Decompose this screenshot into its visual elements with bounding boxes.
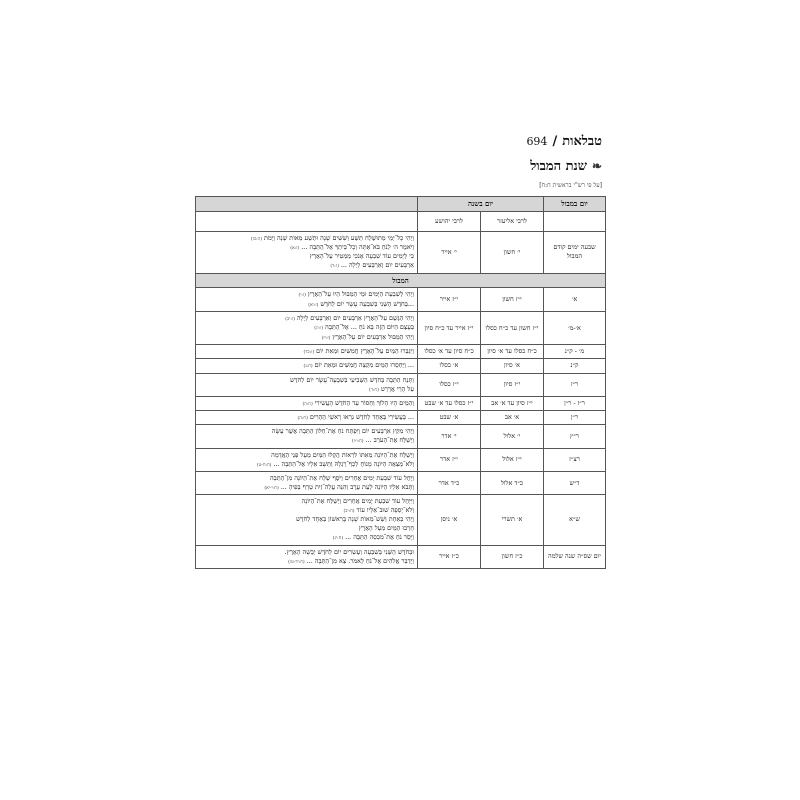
header-day-in-flood: יום במבול xyxy=(544,197,606,212)
verse-text: ... בָּעֲשִׂירִי בְּאֶחָד לַחֹדֶשׁ נִרְאוּ רָאשֵׁי הֶהָרִים xyxy=(309,413,414,422)
header-day-in-year: יום בשנה xyxy=(417,197,543,212)
verse-reference: (ז:א) xyxy=(290,246,300,252)
day-cell: שבעה ימים קודם המבול xyxy=(544,231,606,273)
flood-year-table xyxy=(195,196,606,569)
table-row xyxy=(196,288,606,312)
table-row xyxy=(196,495,606,546)
verse-cell xyxy=(196,448,418,471)
verse-text: וַיְהִי מִקֵּץ אַרְבָּעִים יוֹם וַיִּפְתַּח נֹחַ אֶת־חַלּוֹן הַתֵּבָה אֲשֶׁר עָשָׂה xyxy=(271,427,414,436)
verse-line xyxy=(199,474,414,483)
verse-text: וַיָּסַר נֹחַ אֶת־מִכְסֵה הַתֵּבָה ... xyxy=(345,533,414,542)
verse-cell xyxy=(196,411,418,425)
verse-text: וַיְשַׁלַּח אֶת־הַיּוֹנָה מֵאִתּוֹ לִרְאוֹת הֲקַלּוּ הַמַּיִם מֵעַל פְּנֵי הָאֲדָמָה xyxy=(271,450,414,459)
verse-line xyxy=(199,413,414,422)
verse-text: וַתָּבֹא אֵלָיו הַיּוֹנָה לְעֵת עֶרֶב וְהִנֵּה עֲלֵה־זַיִת טָרָף בְּפִיהָ ... xyxy=(280,482,414,491)
yehoshua-date-cell: כ״ח סיון עד א׳ כסלו xyxy=(417,344,480,358)
eliezer-date-cell: כ״ז חשון xyxy=(481,545,544,568)
verse-reference: (ה:כז) xyxy=(250,236,262,242)
verse-reference: (ח:ה) xyxy=(302,401,313,407)
eliezer-date-cell: א׳ סיון xyxy=(481,359,544,373)
verse-reference: (ח:י-יא) xyxy=(264,485,279,491)
verse-text: וַיְהִי הַמַּבּוּל אַרְבָּעִים יוֹם עַל־הָאָרֶץ xyxy=(332,332,414,341)
verse-text: חָרְבוּ הַמַּיִם מֵעַל הָאָרֶץ xyxy=(358,524,414,533)
day-cell: א׳-מ׳ xyxy=(544,312,606,345)
fleuron-icon: ❧ xyxy=(591,159,602,173)
verse-line xyxy=(199,234,414,243)
verse-reference: (ז:יז) xyxy=(321,335,331,341)
subheader-blank-verse xyxy=(196,211,418,231)
verse-cell xyxy=(196,231,418,273)
verse-text: וַיְדַבֵּר אֱלֹהִים אֶל־נֹחַ לֵאמֹר. צֵא מִן־הַתֵּבָה ... xyxy=(306,556,414,565)
divider-label: המבול xyxy=(196,273,606,288)
verse-line xyxy=(199,385,414,394)
verse-text: כִּי לְיָמִים עוֹד שִׁבְעָה אָנֹכִי מַמְטִיר עַל־הָאָרֶץ xyxy=(309,252,414,261)
verse-line xyxy=(199,290,414,299)
subheader-rabbi-eliezer: לרבי אליעזר xyxy=(481,211,544,231)
verse-reference: (ז:יב) xyxy=(285,317,295,323)
day-cell: א׳ xyxy=(544,288,606,312)
chapter-title: טבלאות xyxy=(562,134,602,149)
header-separator: / xyxy=(552,134,558,149)
verse-reference: (ח:יג) xyxy=(332,536,344,542)
verse-text: וַתָּנַח הַתֵּבָה בַּחֹדֶשׁ הַשְּׁבִיעִי בְּשִׁבְעָה־עָשָׂר יוֹם לַחֹדֶשׁ xyxy=(289,375,414,384)
yehoshua-date-cell: א׳ כסלו xyxy=(417,359,480,373)
verse-line xyxy=(199,557,414,566)
day-cell: ר״ז - ר״ן xyxy=(544,396,606,410)
table-row xyxy=(196,471,606,494)
verse-reference: (ח:יד-טז) xyxy=(288,559,305,565)
verse-reference: (ז:יג) xyxy=(314,326,324,332)
table-row xyxy=(196,411,606,425)
verse-text: וַיִּגְבְּרוּ הַמַּיִם עַל־הָאָרֶץ חֲמִשִּׁים וּמְאַת יוֹם xyxy=(316,346,414,355)
subheader-blank xyxy=(544,211,606,231)
verse-line xyxy=(199,436,414,445)
yehoshua-date-cell: י׳ אדר xyxy=(417,425,480,448)
verse-text: וַיָּחֶל עוֹד שִׁבְעַת יָמִים אֲחֵרִים וַיֹּסֶף שַׁלַּח אֶת־הַיּוֹנָה מִן־הַתֵּבָה xyxy=(269,473,414,482)
verse-reference: (ח:ד) xyxy=(368,387,379,393)
verse-line xyxy=(199,333,414,342)
verse-text: וְהַמַּיִם הָיוּ הָלוֹךְ וְחָסוֹר עַד הַחֹדֶשׁ הָעֲשִׂירִי xyxy=(314,398,414,407)
eliezer-date-cell: י״ז חשון xyxy=(481,288,544,312)
yehoshua-date-cell: א׳ שבט xyxy=(417,411,480,425)
verse-text: וַיְהִי הַגֶּשֶׁם עַל־הָאָרֶץ אַרְבָּעִים יוֹם וְאַרְבָּעִים לָיְלָה xyxy=(296,314,414,323)
table-row xyxy=(196,312,606,345)
yehoshua-date-cell: כ״ד אדר xyxy=(417,471,480,494)
yehoshua-date-cell: י״ז אייר עד כ״ח סיון xyxy=(417,312,480,345)
verse-line xyxy=(199,261,414,270)
verse-cell xyxy=(196,396,418,410)
verse-line xyxy=(199,533,414,542)
day-cell: מ׳ - ק״נ xyxy=(544,344,606,358)
day-cell: ר״ז xyxy=(544,373,606,396)
eliezer-date-cell: א׳ אב xyxy=(481,411,544,425)
divider-row xyxy=(196,273,606,288)
verse-cell xyxy=(196,288,418,312)
verse-text: וַיְהִי לְשִׁבְעַת הַיָּמִים וּמֵי הַמַּבּוּל הָיוּ עַל־הָאָרֶץ xyxy=(307,290,414,299)
day-cell: ר״ץ xyxy=(544,425,606,448)
verse-line xyxy=(199,451,414,460)
yehoshua-date-cell: י׳ אייר xyxy=(417,231,480,273)
verse-text: ...בַּחֹדֶשׁ הַשֵּׁנִי בְּשִׁבְעָה עָשָׂר יוֹם לַחֹדֶשׁ xyxy=(320,299,414,308)
table-row xyxy=(196,396,606,410)
verse-reference: (ז:ד) xyxy=(330,264,339,270)
yehoshua-date-cell: א׳ ניסן xyxy=(417,495,480,546)
verse-line xyxy=(199,497,414,506)
eliezer-date-cell: י״ז סיון עד א׳ אב xyxy=(481,396,544,410)
yehoshua-date-cell: כ״ז אייר xyxy=(417,545,480,568)
verse-line xyxy=(199,314,414,323)
eliezer-date-cell: י׳ אלול xyxy=(481,425,544,448)
day-cell: ד״ש xyxy=(544,471,606,494)
verse-line xyxy=(199,524,414,533)
verse-cell xyxy=(196,359,418,373)
verse-line xyxy=(199,323,414,332)
section-heading xyxy=(530,158,602,174)
verse-line xyxy=(199,300,414,309)
verse-line xyxy=(199,399,414,408)
verse-line xyxy=(199,483,414,492)
verse-line xyxy=(199,252,414,261)
verse-cell xyxy=(196,344,418,358)
verse-line xyxy=(199,548,414,557)
verse-text: וַיְהִי בְּאַחַת וְשֵׁשׁ־מֵאוֹת שָׁנָה בָּרִאשׁוֹן בְּאֶחָד לַחֹדֶשׁ xyxy=(295,515,414,524)
verse-text: וַיֹּאמֶר ה׳ לְנֹחַ בֹּא־אַתָּה וְכָל־בֵּיתְךָ אֶל־הַתֵּבָה ... xyxy=(301,243,414,252)
section-title: שנת המבול xyxy=(530,159,587,174)
verse-cell xyxy=(196,425,418,448)
eliezer-date-cell: י״ז אלול xyxy=(481,448,544,471)
table-row xyxy=(196,373,606,396)
verse-text: אַרְבָּעִים יוֹם וְאַרְבָּעִים לָיְלָה ... xyxy=(340,261,414,270)
eliezer-date-cell: י״ז סיון xyxy=(481,373,544,396)
yehoshua-date-cell: י״ז כסלו xyxy=(417,373,480,396)
eliezer-date-cell: כ״ח כסלו עד א׳ סיון xyxy=(481,344,544,358)
header-blank xyxy=(196,197,418,212)
page-number: 694 xyxy=(526,135,548,148)
verse-text: וַיִּיָּחֶל עוֹד שִׁבְעַת יָמִים אֲחֵרִים וַיְשַׁלַּח אֶת־הַיּוֹנָה xyxy=(301,497,414,506)
verse-cell xyxy=(196,312,418,345)
verse-text: וְלֹא־מָצְאָה הַיּוֹנָה מָנוֹחַ לְכַף־רַגְלָהּ וַתָּשָׁב אֵלָיו אֶל־הַתֵּבָה ... xyxy=(273,459,414,468)
day-cell: ר״ן xyxy=(544,411,606,425)
verse-cell xyxy=(196,373,418,396)
verse-text: וַיְהִי כָּל־יְמֵי מְתוּשֶׁלַח תֵּשַׁע וְשִׁשִּׁים שָׁנָה וּתְשַׁע מֵאוֹת שָׁנָה וַיָּמֹת xyxy=(263,233,414,242)
verse-cell xyxy=(196,471,418,494)
verse-line xyxy=(199,506,414,515)
table-row xyxy=(196,425,606,448)
subheader-rabbi-yehoshua: לרבי יהושע xyxy=(417,211,480,231)
subheader-row xyxy=(196,211,606,231)
verse-line xyxy=(199,243,414,252)
day-cell: יום שס״ה שנה שלמה xyxy=(544,545,606,568)
verse-reference: (ח:ה) xyxy=(297,416,308,422)
verse-line xyxy=(199,361,414,370)
table-row xyxy=(196,545,606,568)
verse-text: וַיְשַׁלַּח אֶת־הָעֹרֵב ... xyxy=(365,436,414,445)
verse-cell xyxy=(196,495,418,546)
verse-reference: (ז:י) xyxy=(298,293,306,299)
verse-reference: (ח:ח-ט) xyxy=(256,462,272,468)
eliezer-date-cell: כ״ד אלול xyxy=(481,471,544,494)
verse-reference: (ז:כד) xyxy=(303,349,315,355)
verse-text: ... וַיַּחְסְרוּ הַמַּיִם מִקְצֵה חֲמִשִּׁים וּמְאַת יוֹם xyxy=(314,361,414,370)
verse-line xyxy=(199,460,414,469)
verse-reference: (ח:ג) xyxy=(303,364,313,370)
day-cell: ק״נ xyxy=(544,359,606,373)
verse-reference: (ח:ו-ז) xyxy=(351,439,364,445)
eliezer-date-cell: א׳ תשרי xyxy=(481,495,544,546)
verse-reference: (ז:יא) xyxy=(308,302,319,308)
verse-cell xyxy=(196,545,418,568)
verse-text: וּבַחֹדֶשׁ הַשֵּׁנִי בְּשִׁבְעָה וְעֶשְׂרִים יוֹם לַחֹדֶשׁ יָבְשָׁה הָאָרֶץ. xyxy=(284,547,414,556)
verse-text: עַל הָרֵי אֲרָרָט xyxy=(380,384,414,393)
table-row xyxy=(196,344,606,358)
verse-line xyxy=(199,427,414,436)
table-body xyxy=(196,211,606,568)
verse-line xyxy=(199,376,414,385)
running-head xyxy=(192,133,602,149)
verse-text: וְלֹא־יָסְפָה שׁוּב־אֵלָיו עוֹד xyxy=(356,506,414,515)
eliezer-date-cell: י״ז חשון עד כ״ח כסלו xyxy=(481,312,544,345)
yehoshua-date-cell: י״ז אייר xyxy=(417,288,480,312)
table-row xyxy=(196,231,606,273)
table-row xyxy=(196,359,606,373)
verse-text: בְּעֶצֶם הַיּוֹם הַזֶּה בָּא נֹחַ ... אֶל־הַתֵּבָה xyxy=(325,323,414,332)
verse-line xyxy=(199,347,414,356)
yehoshua-date-cell: י״ז כסלו עד א׳ שבט xyxy=(417,396,480,410)
table-row xyxy=(196,448,606,471)
yehoshua-date-cell: י״ז אדר xyxy=(417,448,480,471)
verse-line xyxy=(199,515,414,524)
eliezer-date-cell: י׳ חשון xyxy=(481,231,544,273)
day-cell: ש״א xyxy=(544,495,606,546)
day-cell: רצ״ז xyxy=(544,448,606,471)
source-note: [על פי רש"י בראשית ח:ח] xyxy=(539,182,602,189)
verse-reference: (ח:יב) xyxy=(343,509,355,515)
